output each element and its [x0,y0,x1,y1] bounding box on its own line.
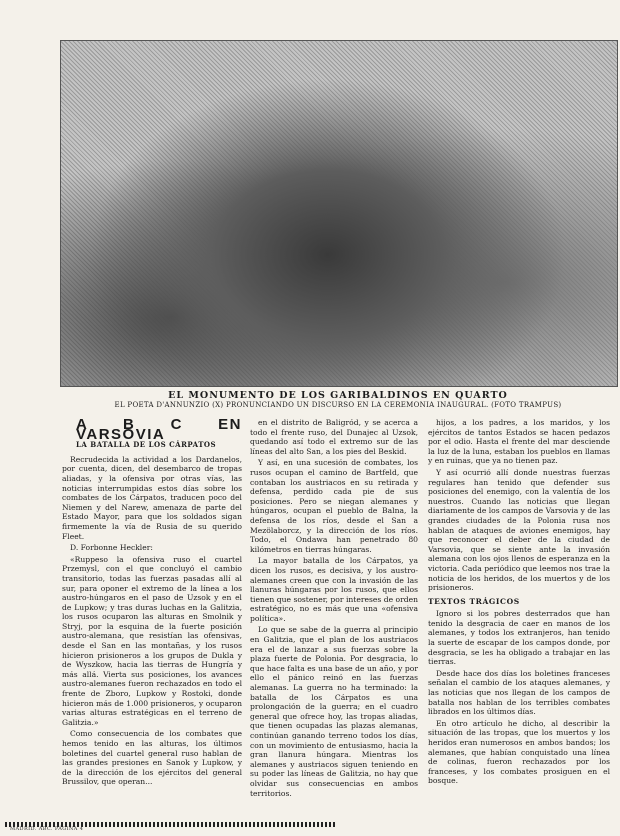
paragraph: Lo que se sabe de la guerra al principio en Galitzia, que el plan de los austriacos era el de lanzar a sus fuerzas sobre la plaza fuerte de Polonia. Por desgracia, lo que hace falta es una base de un año, y por ello el pánico reinó en las fuerzas alemanas. La guerra no ha terminado: la batalla de los Cárpatos es una prolongación de la guerra; en el cuadro general que ofrece hoy, las tropas aliadas, que tienen ocupadas las plazas alemanas, continúan ganando terreno todos los días, con un movimiento de entusiasmo, hacia la gran llanura húngara. Mientras los alemanes y austriacos siguen teniendo en su poder las líneas de Galitzia, no hay que olvidar sus consecuencias en ambos territorios. [250,625,418,798]
paragraph: La mayor batalla de los Cárpatos, ya dicen los rusos, es decisiva, y los austro-alemanes creen que con la invasión de las llanuras húngaras por los rusos, que ellos tienen que sostener, por intereses de orden estratégico, no es más que una «ofensiva política». [250,556,418,623]
paragraph: Desde hace dos días los boletines franceses señalan el cambio de los ataques alemanes, y las noticias que nos llegan de los campos de batalla nos hablan de los terribles combates librados en los últimos días. [428,668,610,717]
section-title: TEXTOS TRÁGICOS [428,596,520,606]
photo-caption-title: EL MONUMENTO DE LOS GARIBALDINOS EN QUARTO [168,390,508,401]
paragraph: En otro artículo he dicho, al describir la situación de las tropas, que los muertos y los heridos eran numerosos en ambos bandos; los alemanes, que habían conquistado una línea de colinas, fueron rechazados por los franceses, y los combates prosiguen en el bosque. [428,718,610,786]
paragraph: D. Forbonne Heckler: [70,543,153,553]
paragraph: Y así ocurrió allí donde nuestras fuerzas regulares han tenido que defender sus posiciones del enemigo, con la valentía de los nuestros. Cuando las noticias que llegan diariamente de los campos de Varsovia y de las grandes ciudades de la Polonia rusa nos hablan de ataques de aviones enemigos, hay que reconocer el deber de la ciudad de Varsovia, que se siente ante la invasión alemana con los ojos llenos de esperanza en la victoria. Cada periódico que leemos nos trae la noticia de los heridos, de los muertos y de los prisioneros. [428,467,610,593]
paragraph: en el distrito de Baligród, y se acerca a todo el frente ruso, del Dunajec al Uzsok, quedando así todo el extremo sur de las líneas del alto San, a los pies del Beskid. [250,418,418,456]
paragraph: «Ruppeso la ofensiva ruso el cuartel Przemysl, con el que concluyó el cambio transitorio, todas las fuerzas pasadas allí al sur, para oponer el extremo de la línea a los austro-húngaros en el paso de Uzsok y en el de Lupkow; y tras duras luchas en la Galitzia, los rusos ocuparon las alturas en Smolnik y Stryj, por la esquina de la fuerte posición austro-alemana, que resistían las ofensivas, desde el San en las montañas, y los rusos hicieron prisioneros a los grupos de Dukla y de Wyszkow, hacia las tierras de Hungría y más allá. Vierta sus posiciones, los avances austro-alemanes fueron rechazados en todo el frente de Zboro, Lupkow y Rostoki, donde hicieron más de 1.000 prisioneros, y ocuparon varias alturas estratégicas en el terreno de Galitzia.» [62,554,242,727]
article-column-3 [428,418,610,788]
photo-caption-subtitle: EL POETA D'ANNUNZIO (X) PRONUNCIANDO UN DISCURSO EN LA CEREMONIA INAUGURAL. (FOTO TRAMPUS) [114,401,562,409]
paragraph: hijos, a los padres, a los maridos, y los ejércitos de tantos Estados se hacen pedazos por el odio. Hasta el frente del mar desciende la luz de la luna, estaban los pueblos en llamas y en ruinas, que ya no tienen paz. [428,418,610,466]
paragraph: Como consecuencia de los combates que hemos tenido en las alturas, los últimos boletines del cuartel general ruso hablan de las grandes presiones en Sanok y Lupkow, y de la dirección de los ejércitos del general Brussilov, que operan... [62,729,242,787]
article-column-1 [62,418,242,789]
article-column-2 [250,418,418,800]
article-subhead: LA BATALLA DE LOS CÁRPATOS [76,440,217,450]
paragraph: Y así, en una sucesión de combates, los rusos ocupan el camino de Bartfeld, que contaban los austriacos en su retirada y defensa, perdido cada pie de sus posiciones. Pero se niegan alemanes y húngaros, ocupan el pueblo de Balna, la defensa de los ríos, desde el San a Mezölaborcz, y la dirección de los ríos. Todo, el Ondawa han penetrado 80 kilómetros en tierras húngaras. [250,458,418,554]
monument-photo [60,40,618,387]
paragraph: Recrudecida la actividad a los Dardanelos, por cuenta, dicen, del desembarco de tropas aliadas, y la ofensiva por otras vías, las noticias interrumpidas estos días sobre los combates de los Cárpatos, traducen poco del Niemen y del Narew, amenaza de parte del Estado Mayor, para que los soldados sigan firmemente la vía de Rusia de su querido Fleet. [62,454,242,541]
paragraph: Ignoro si los pobres desterrados que han tenido la desgracia de caer en manos de los alemanes, y todos los extranjeros, han tenido la suerte de escapar de los campos donde, por desgracia, se les ha obligado a trabajar en las tierras. [428,609,610,667]
article-headline: A B C EN VARSOVIA [76,416,242,443]
page-footer-label: MADRID. ABC. PÁGINA 4 [10,826,84,832]
